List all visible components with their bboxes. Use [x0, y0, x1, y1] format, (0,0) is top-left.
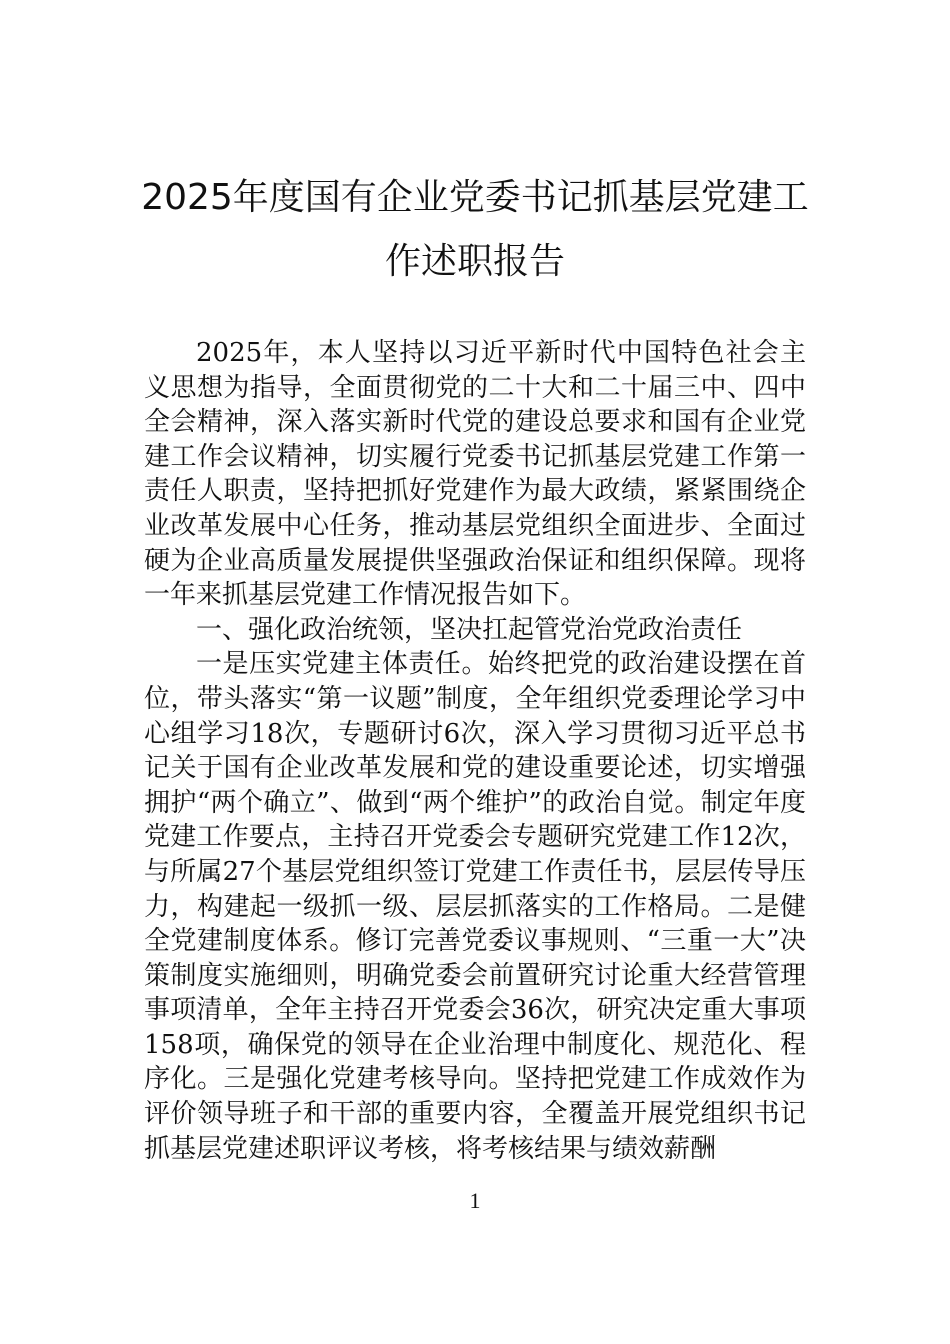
document-title	[120, 166, 830, 294]
section-heading-1: 一、强化政治统领，坚决扛起管党治党政治责任	[196, 614, 743, 645]
intro-paragraph: 2025年，本人坚持以习近平新时代中国特色社会主义思想为指导，全面贯彻党的二十大和二十届三中、四中全会精神，深入落实新时代党的建设总要求和国有企业党建工作会议精神，切实履行党委书记抓基层党建工作第一责任人职责，坚持把抓好党建作为最大政绩，紧紧围绕企业改革发展中心任务，推动基层党组织全面进步、全面过硬为企业高质量发展提供坚强政治保证和组织保障。现将一年来抓基层党建工作情况报告如下。	[144, 338, 806, 611]
section-paragraph-1: 一是压实党建主体责任。始终把党的政治建设摆在首位，带头落实“第一议题”制度，全年组织党委理论学习中心组学习18次，专题研讨6次，深入学习贯彻习近平总书记关于国有企业改革发展和党的建设重要论述，切实增强拥护“两个确立”、做到“两个维护”的政治自觉。制定年度党建工作要点，主持召开党委会专题研究党建工作12次，与所属27个基层党组织签订党建工作责任书，层层传导压力，构建起一级抓一级、层层抓落实的工作格局。二是健全党建制度体系。修订完善党委议事规则、“三重一大”决策制度实施细则，明确党委会前置研究讨论重大经营管理事项清单，全年主持召开党委会36次，研究决定重大事项158项，确保党的领导在企业治理中制度化、规范化、程序化。三是强化党建考核导向。坚持把党建工作成效作为评价领导班子和干部的重要内容，全覆盖开展党组织书记抓基层党建述职评议考核，将考核结果与绩效薪酬	[144, 649, 806, 1164]
title-line-2: 作述职报告	[384, 241, 565, 282]
page-number: 1	[469, 1188, 481, 1213]
title-line-1: 2025年度国有企业党委书记抓基层党建工	[141, 177, 809, 218]
document-body	[144, 336, 806, 1166]
